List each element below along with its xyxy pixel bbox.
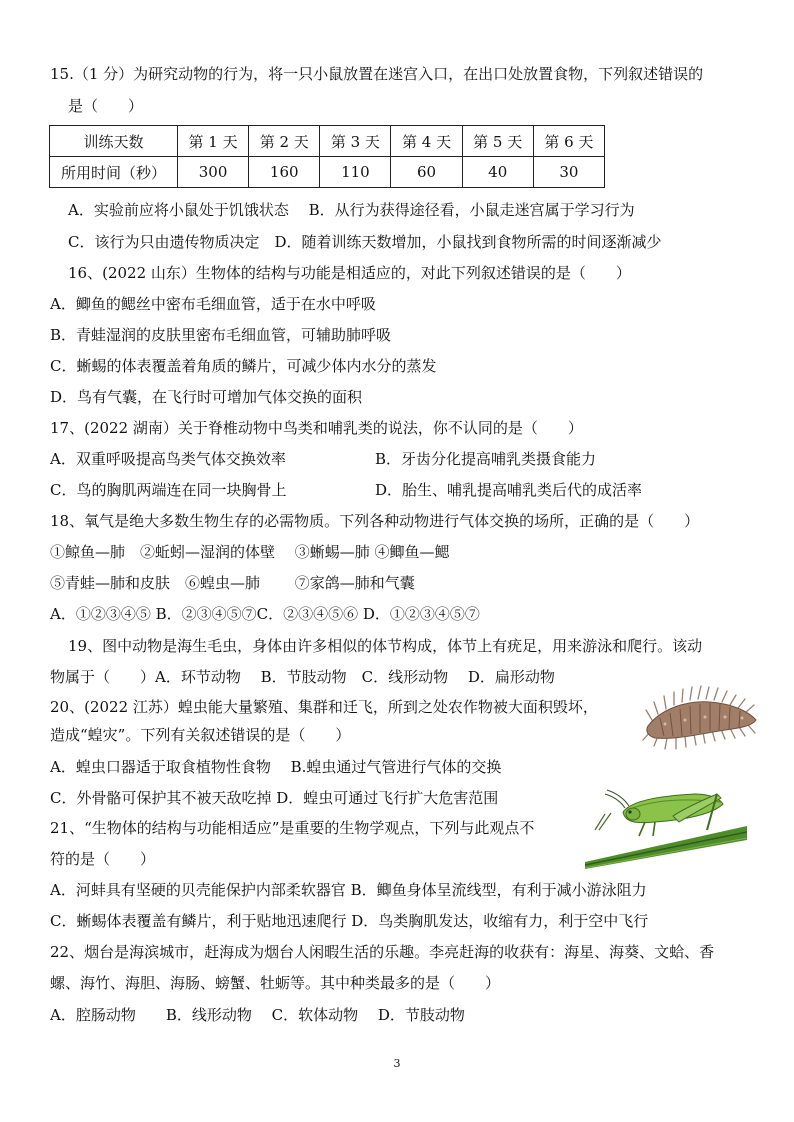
table-cell: 160: [249, 157, 320, 188]
table-cell: 第 3 天: [320, 126, 391, 157]
q18-stem: 18、氧气是绝大多数生物生存的必需物质。下列各种动物进行气体交换的场所，正确的是（ ）: [50, 512, 700, 530]
q21-options-ab: A．河蚌具有坚硬的贝壳能保护内部柔软器官 B．鲫鱼身体呈流线型，有利于减小游泳阻力: [50, 881, 647, 899]
table-cell: 60: [391, 157, 462, 188]
table-cell: 第 4 天: [391, 126, 462, 157]
q20-stem-line2: 造成“蝗灾”。下列有关叙述错误的是（ ）: [50, 726, 351, 744]
q20-options-ab: A．蝗虫口器适于取食植物性食物 B.蝗虫通过气管进行气体的交换: [50, 758, 502, 776]
q16-option-b: B．青蛙湿润的皮肤里密布毛细血管，可辅助肺呼吸: [50, 326, 392, 344]
q15-options-ab: A．实验前应将小鼠处于饥饿状态 B．从行为获得途径看，小鼠走迷宫属于学习行为: [68, 201, 635, 219]
q15-stem-line1: 15.（1 分）为研究动物的行为，将一只小鼠放置在迷宫入口，在出口处放置食物，下列叙述错误的: [50, 65, 704, 83]
q20-options-cd: C．外骨骼可保护其不被天敌吃掉 D．蝗虫可通过飞行扩大危害范围: [50, 789, 499, 807]
q15-data-table: [49, 125, 605, 188]
table-cell: 300: [178, 157, 249, 188]
q16-option-c: C．蜥蜴的体表覆盖着角质的鳞片，可减少体内水分的蒸发: [50, 357, 437, 375]
q17-option-a: A．双重呼吸提高鸟类气体交换效率: [50, 450, 286, 468]
table-cell: 所用时间（秒）: [50, 157, 178, 188]
q16-option-d: D．鸟有气囊，在飞行时可增加气体交换的面积: [50, 388, 363, 406]
q18-choices-row1: ①鲸鱼—肺 ②蚯蚓—湿润的体壁 ③蜥蜴—肺 ④鲫鱼—鳃: [50, 543, 450, 561]
q17-option-c: C．鸟的胸肌两端连在同一块胸骨上: [50, 481, 287, 499]
table-cell: 30: [533, 157, 604, 188]
q18-options: A．①②③④⑤ B．②③④⑤⑦C．②③④⑤⑥ D．①②③④⑤⑦: [50, 605, 480, 623]
table-cell: 40: [462, 157, 533, 188]
table-cell: 训练天数: [50, 126, 178, 157]
q17-option-b: B．牙齿分化提高哺乳类摄食能力: [375, 450, 597, 468]
q21-stem-line1: 21、“生物体的结构与功能相适应”是重要的生物学观点，下列与此观点不: [50, 819, 535, 837]
q15-stem-line2: 是（ ）: [68, 97, 144, 115]
q21-options-cd: C．蜥蜴体表覆盖有鳞片，利于贴地迅速爬行 D．鸟类胸肌发达，收缩有力，利于空中飞行: [50, 912, 649, 930]
table-cell: 第 5 天: [462, 126, 533, 157]
q18-choices-row2: ⑤青蛙—肺和皮肤 ⑥蝗虫—肺 ⑦家鸽—肺和气囊: [50, 574, 415, 592]
q22-stem-line1: 22、烟台是海滨城市，赶海成为烟台人闲暇生活的乐趣。李亮赶海的收获有：海星、海葵、文蛤、香: [50, 943, 715, 961]
q21-stem-line2: 符的是（ ）: [50, 850, 156, 868]
page-number: 3: [393, 1057, 401, 1070]
q16-stem: 16、(2022 山东）生物体的结构与功能是相适应的，对此下列叙述错误的是（ ）: [68, 264, 631, 282]
q17-option-d: D．胎生、哺乳提高哺乳类后代的成活率: [375, 481, 643, 499]
table-cell: 第 1 天: [178, 126, 249, 157]
sea-worm-image: [640, 680, 762, 754]
q17-stem: 17、(2022 湖南）关于脊椎动物中鸟类和哺乳类的说法，你不认同的是（ ）: [50, 419, 583, 437]
q20-stem-line1: 20、(2022 江苏）蝗虫能大量繁殖、集群和迁飞，所到之处农作物被大面积毁坏，: [50, 698, 598, 716]
q15-options-cd: C．该行为只由遗传物质决定 D．随着训练天数增加，小鼠找到食物所需的时间逐渐减少: [68, 233, 662, 251]
grasshopper-image: [585, 772, 747, 869]
q16-option-a: A．鲫鱼的鳃丝中密布毛细血管，适于在水中呼吸: [50, 295, 376, 313]
q19-stem-line1: 19、图中动物是海生毛虫，身体由许多相似的体节构成，体节上有疣足，用来游泳和爬行。该动: [68, 637, 703, 655]
q22-stem-line2: 螺、海竹、海胆、海肠、螃蟹、牡蛎等。其中种类最多的是（ ）: [50, 974, 501, 992]
table-header-row: [50, 126, 605, 157]
q22-options: A．腔肠动物 B．线形动物 C．软体动物 D．节肢动物: [50, 1006, 465, 1024]
table-cell: 第 6 天: [533, 126, 604, 157]
table-cell: 第 2 天: [249, 126, 320, 157]
table-row: [50, 157, 605, 188]
table-cell: 110: [320, 157, 391, 188]
q19-stem-line2: 物属于（ ）A．环节动物 B．节肢动物 C．线形动物 D．扁形动物: [50, 668, 555, 686]
